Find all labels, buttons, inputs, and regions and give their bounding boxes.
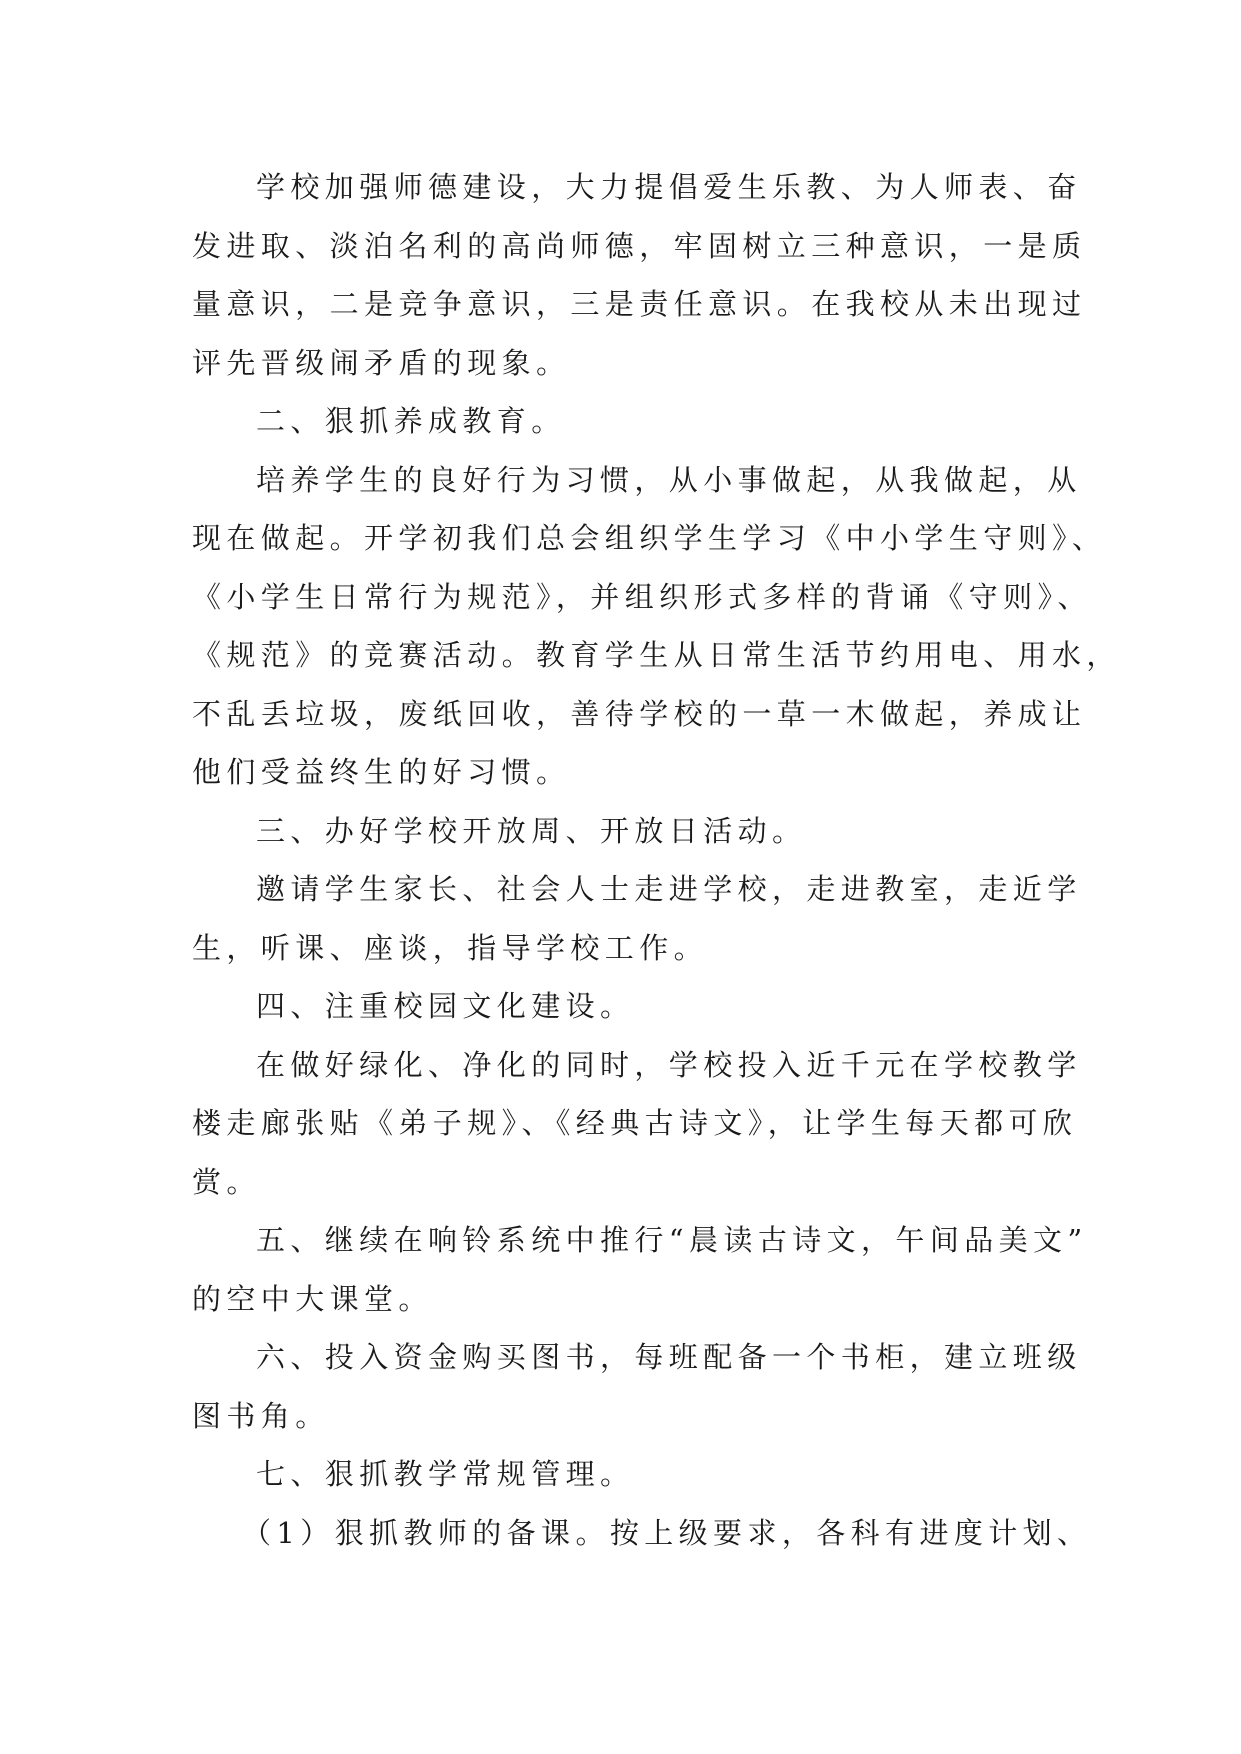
- text-line: 量意识，二是竞争意识，三是责任意识。在我校从未出现过: [192, 287, 1087, 321]
- text-line: 现在做起。开学初我们总会组织学生学习《中小学生守则》、: [192, 521, 1107, 555]
- text-line: 不乱丢垃圾，废纸回收，善待学校的一草一木做起，养成让: [192, 696, 1087, 731]
- text-line: 培养学生的良好行为习惯，从小事做起，从我做起，从: [256, 462, 1082, 497]
- text-line: 生，听课、座谈，指导学校工作。: [192, 930, 709, 965]
- text-line: 评先晋级闹矛盾的现象。: [192, 345, 571, 380]
- text-line: 《规范》的竞赛活动。教育学生从日常生活节约用电、用水，: [192, 638, 1121, 672]
- text-line: 学校加强师德建设，大力提倡爱生乐教、为人师表、奋: [256, 170, 1082, 204]
- section-heading: 二、狠抓养成教育。: [256, 404, 566, 438]
- section-heading: 五、继续在响铃系统中推行“晨读古诗文，午间品美文”: [256, 1223, 1088, 1257]
- text-line: 图书角。: [192, 1398, 330, 1433]
- text-line: 楼走廊张贴《弟子规》、《经典古诗文》，让学生每天都可欣: [192, 1106, 1078, 1140]
- document-body: [192, 158, 1121, 1562]
- text-line: 发进取、淡泊名利的高尚师德，牢固树立三种意识，一是质: [192, 228, 1087, 263]
- section-heading: 三、办好学校开放周、开放日活动。: [256, 813, 807, 848]
- text-line: 赏。: [192, 1164, 261, 1199]
- text-line: 《小学生日常行为规范》，并组织形式多样的背诵《守则》、: [192, 579, 1092, 614]
- text-line: 在做好绿化、净化的同时，学校投入近千元在学校教学: [256, 1047, 1082, 1082]
- section-heading: 六、投入资金购买图书，每班配备一个书柜，建立班级: [256, 1340, 1082, 1374]
- text-line: 的空中大课堂。: [192, 1281, 433, 1316]
- text-line: 邀请学生家长、社会人士走进学校，走进教室，走近学: [256, 872, 1082, 906]
- text-line: 他们受益终生的好习惯。: [192, 755, 571, 789]
- section-heading: 七、狠抓教学常规管理。: [256, 1457, 635, 1491]
- text-line: （1）狠抓教师的备课。按上级要求，各科有进度计划、: [242, 1515, 1092, 1550]
- section-heading: 四、注重校园文化建设。: [256, 989, 635, 1023]
